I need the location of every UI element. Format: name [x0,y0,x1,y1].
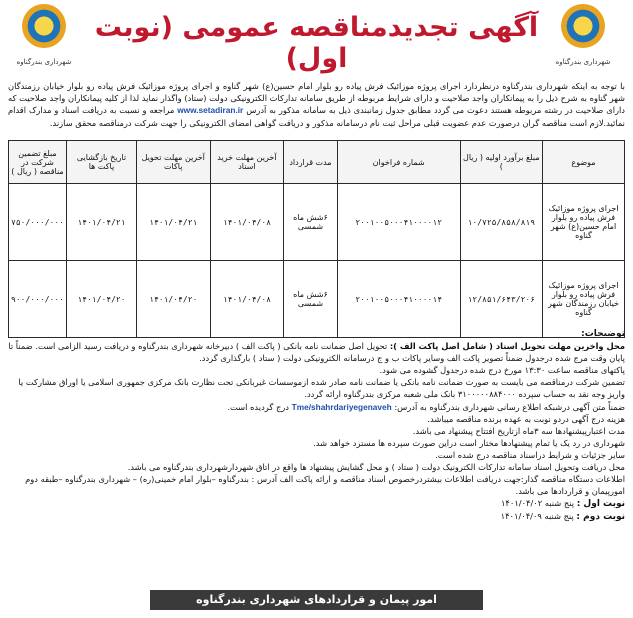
logo-caption-right: شهرداری بندرگناوه [555,58,611,66]
col-header-duration: مدت قرارداد [284,141,337,184]
intro-text-continued: مراجعه و نسبت به دریافت اسناد و مدارک اقدام نمائید.لازم است مناقصه گران درصورت عدم عضویت قبلی مراحل ثبت نام درسامانه مذکور و دریافت گواهی امضای الکترونیکی را جهت شرکت درمناقصه محقق سازند. [8,105,625,128]
cell-call-number: ۲۰۰۱۰۰۵۰۰۰۴۱۰۰۰۰۱۴ [337,261,460,338]
tender-table [8,140,625,338]
cell-delivery-deadline: ۱۴۰۱/۰۴/۲۰ [136,261,210,338]
setad-website-link[interactable]: www.setadiran.ir [177,105,244,116]
notes-section [8,328,625,524]
municipality-emblem-icon [22,4,66,48]
publication-second [8,510,625,523]
municipality-logo-left [16,2,72,66]
cell-duration: ۶شش ماه شمسی [284,261,337,338]
notes-deadline-label: محل واخرین مهلت تحویل اسناد ( شامل اصل پاکت الف ): [389,341,625,352]
publication-first-date: پنج شنبه ۱۴۰۱/۰۴/۰۲ [500,498,575,509]
publication-second-label: نوبت دوم : [576,512,625,523]
notes-line: اطلاعات دستگاه مناقصه گذار:جهت دریافت اطلاعات بیشتردرخصوص اسناد مناقصه و ارائه پاکت الف آدرس : بندرگناوه –بلوار امام خمینی(ره) – شهرداری بندرگناوه –طبقه دوم امورپیمان و قراردادها می باشد. [25,474,625,497]
notes-line: سایر جزئیات و شرایط دراسناد مناقصه درج شده است. [435,449,625,460]
logo-caption-left: شهرداری بندرگناوه [16,58,72,66]
notes-deadline [8,340,625,364]
municipality-emblem-icon [561,4,605,48]
cell-subject: اجرای پروژه موزائیک فرش پیاده رو بلوار خیابان رزمندگان شهر گناوه [542,261,624,338]
intro-text: با توجه به اینکه شهرداری بندرگناوه درنظردارد اجرای پروژه موزائیک فرش پیاده رو بلوار امام حسین(ع) شهر گناوه و اجرای پروژه موزائیک فرش پیاده رو بلوار خیابان رزمندگان شهر گناوه به شرح ذیل را به پیمانکاران واجد صلاحیت و دارای شرایط مربوطه از طریق سامانه تدارکات الکترونیکی دولت (ستاد) واگذار نماید لذا از کلیه پیمانکاران واجد صلاحیت که دارای صلاحیت در رشته مربوطه هستند دعوت می گردد مطابق جدول زمانبندی ذیل به سامانه مذکور به آدرس [8,81,626,116]
notes-line: پاکتهای مناقصه ساعت ۱۳:۳۰ مورخ درج شده درجدول گشوده می شود. [379,365,625,376]
col-header-purchase-deadline: آخرین مهلت خرید اسناد [210,141,284,184]
footer-banner: امور پیمان و قراردادهای شهرداری بندرگناوه [150,590,483,610]
notes-announcement [8,401,625,413]
notes-line: تضمین شرکت درمناقصه می بایست به صورت ضمانت نامه بانکی یا ضمانت نامه صادر شده ازموسسات غیربانکی تحت نظارت بانک مرکزی جمهوری اسلامی یا اوراق مشارکت یا واریز وجه نقد به حساب سپرده ۳۱۰۰۰۰۰۸۸۴۰۰۰ بانک ملی شعبه مرکزی بندرگناوه ارائه گردد. [18,377,625,400]
table-header-row [9,141,625,184]
publication-first-label: نوبت اول : [576,499,625,510]
cell-opening-date: ۱۴۰۱/۰۴/۲۰ [66,261,136,338]
notes-heading: توضیحات: [581,329,625,339]
telegram-channel-link[interactable]: Tme/shahrdariyegenaveh [291,401,392,412]
notes-line: شهرداری در رد یک یا تمام پیشنهادها مختار است دراین صورت سپرده ها مسترد خواهد شد. [313,437,625,448]
cell-call-number: ۲۰۰۱۰۰۵۰۰۰۴۱۰۰۰۰۱۲ [337,184,460,261]
cell-guarantee: ۹۰۰/۰۰۰/۰۰۰ [9,261,67,338]
notice-title: آگهی تجدیدمناقصه عمومی (نوبت اول) [94,12,539,74]
cell-purchase-deadline: ۱۴۰۱/۰۴/۰۸ [210,261,284,338]
cell-duration: ۶شش ماه شمسی [284,184,337,261]
publication-first [8,497,625,510]
col-header-subject: موضوع [542,141,624,184]
col-header-estimate: مبلغ برآورد اولیه ( ریال ) [460,141,542,184]
cell-estimate: ۱۰/۷۲۵/۸۵۸/۸۱۹ [460,184,542,261]
col-header-delivery-deadline: آخرین مهلت تحویل پاکات [136,141,210,184]
notes-line: محل دریافت وتحویل اسناد سامانه تدارکات الکترونیک دولت ( ستاد ) و محل گشایش پیشنهاد ها واقع در اتاق شهردارشهرداری بندرگناوه می باشد. [127,462,625,473]
notes-announcement-text: ضمناً متن آگهی درشبکه اطلاع رسانی شهرداری بندرگناوه به آدرس: [394,401,625,412]
cell-subject: اجرای پروژه موزائیک فرش پیاده رو بلوار امام حسین(ع) شهر گناوه [542,184,624,261]
notes-announcement-after: درج گردیده است. [227,401,289,412]
table-row [9,261,625,338]
col-header-opening-date: تاریخ بازگشایی پاکت ها [66,141,136,184]
cell-opening-date: ۱۴۰۱/۰۴/۲۱ [66,184,136,261]
notes-line: مدت اعتبارپیشنهادها سه ۳ماه ازتاریخ افتتاح پیشنهاد می باشد. [412,425,625,436]
notes-deadline-text: تحویل اصل ضمانت نامه بانکی ( پاکت الف ) دبیرخانه شهرداری بندرگناوه و دریافت رسید الزامی است. ضمناً تا پایان وقت مرج شده درجدول ضمناً تصویر پاکت الف وسایر پاکات ب و ج درسامانه الکترونیکی دولت ( ستاد ) بارگذاری گردد. [8,341,625,364]
table-row [9,184,625,261]
cell-purchase-deadline: ۱۴۰۱/۰۴/۰۸ [210,184,284,261]
intro-paragraph [8,80,625,129]
publication-second-date: پنج شنبه ۱۴۰۱/۰۴/۰۹ [500,511,574,522]
col-header-call-number: شماره فراخوان [337,141,460,184]
cell-guarantee: ۷۵۰/۰۰۰/۰۰۰ [9,184,67,261]
municipality-logo-right [555,2,611,66]
cell-delivery-deadline: ۱۴۰۱/۰۴/۲۱ [136,184,210,261]
notes-line: هزینه درج آگهی دردو نوبت به عهده برنده مناقصه میباشد. [427,413,625,424]
cell-estimate: ۱۲/۸۵۱/۶۴۳/۲۰۶ [460,261,542,338]
col-header-guarantee: مبلغ تضمین شرکت در مناقصه ( ریال ) [9,141,67,184]
